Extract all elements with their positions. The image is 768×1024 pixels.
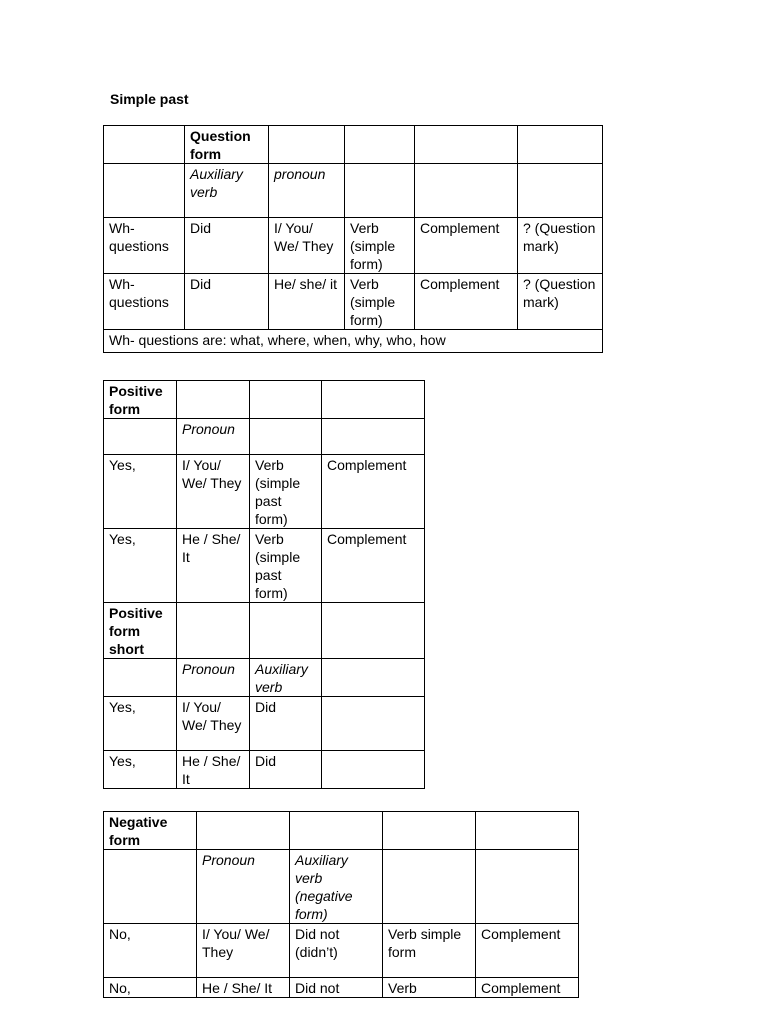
table-cell: Did [250,751,322,789]
table-row [104,978,579,998]
table-cell: Wh- questions [104,218,185,274]
table-cell [383,850,476,924]
table-cell: No, [104,924,197,978]
table-cell [177,381,250,419]
table-cell: ? (Question mark) [518,218,603,274]
table-cell: I/ You/ We/ They [197,924,290,978]
table-row [104,218,603,274]
table-cell: pronoun [269,164,345,218]
table-cell: Verb simple form [383,924,476,978]
table-cell [383,812,476,850]
table-row [104,603,425,659]
table-cell: Verb (simple form) [345,274,415,330]
table-cell [476,812,579,850]
wh-questions-note: Wh- questions are: what, where, when, why, who, how [104,330,603,353]
table-cell [104,659,177,697]
table-cell [269,126,345,164]
table-cell: Complement [322,529,425,603]
table-row [104,274,603,330]
table-cell [322,697,425,751]
table-cell [518,164,603,218]
table-cell [250,603,322,659]
table-cell [518,126,603,164]
table-cell: Did [185,274,269,330]
table-cell: Complement [415,274,518,330]
table-row [104,164,603,218]
table-cell [415,126,518,164]
document-title: Simple past [110,91,189,107]
negative-form-table [103,811,579,998]
table-cell: Yes, [104,529,177,603]
table-cell: ? (Question mark) [518,274,603,330]
table-cell [250,419,322,455]
table-cell [322,751,425,789]
table-row [104,751,425,789]
table-cell: He / She/ It [177,751,250,789]
table-cell: I/ You/ We/ They [177,455,250,529]
negative-form-heading: Negative form [104,812,197,850]
table-cell [104,164,185,218]
table-cell: Yes, [104,455,177,529]
table-cell: Did [185,218,269,274]
table-cell [197,812,290,850]
table-cell [104,419,177,455]
table-row [104,924,579,978]
table-cell: He / She/ It [197,978,290,998]
table-cell [322,419,425,455]
table-row [104,697,425,751]
table-cell [345,126,415,164]
table-cell: Did [250,697,322,751]
table-row [104,126,603,164]
table-cell [415,164,518,218]
table-cell: No, [104,978,197,998]
table-cell: Yes, [104,751,177,789]
table-cell: Complement [476,978,579,998]
table-row [104,529,425,603]
table-cell: He/ she/ it [269,274,345,330]
table-cell: Wh- questions [104,274,185,330]
table-cell: Did not [290,978,383,998]
question-form-heading: Question form [185,126,269,164]
table-cell [322,603,425,659]
table-cell: Did not (didn’t) [290,924,383,978]
table-cell [322,659,425,697]
table-row [104,330,603,353]
positive-form-short-heading: Positive form short [104,603,177,659]
positive-form-heading: Positive form [104,381,177,419]
table-cell: Complement [415,218,518,274]
table-row [104,659,425,697]
table-cell: I/ You/ We/ They [269,218,345,274]
table-cell: Complement [322,455,425,529]
table-cell: Verb (simple past form) [250,529,322,603]
table-cell: Yes, [104,697,177,751]
table-row [104,381,425,419]
table-cell: Pronoun [177,419,250,455]
table-row [104,419,425,455]
table-cell: Auxiliary verb (negative form) [290,850,383,924]
positive-form-table [103,380,425,789]
table-cell: Complement [476,924,579,978]
table-cell: Pronoun [197,850,290,924]
table-cell: I/ You/ We/ They [177,697,250,751]
table-cell [476,850,579,924]
table-cell [345,164,415,218]
table-cell: Auxiliary verb [185,164,269,218]
table-cell [104,850,197,924]
question-form-table [103,125,603,353]
table-cell: Verb [383,978,476,998]
table-cell [290,812,383,850]
table-row [104,455,425,529]
table-row [104,850,579,924]
table-cell [177,603,250,659]
table-row [104,812,579,850]
table-cell [250,381,322,419]
table-cell: Pronoun [177,659,250,697]
table-cell: He / She/ It [177,529,250,603]
table-cell [322,381,425,419]
table-cell: Verb (simple form) [345,218,415,274]
table-cell: Verb (simple past form) [250,455,322,529]
table-cell [104,126,185,164]
table-cell: Auxiliary verb [250,659,322,697]
